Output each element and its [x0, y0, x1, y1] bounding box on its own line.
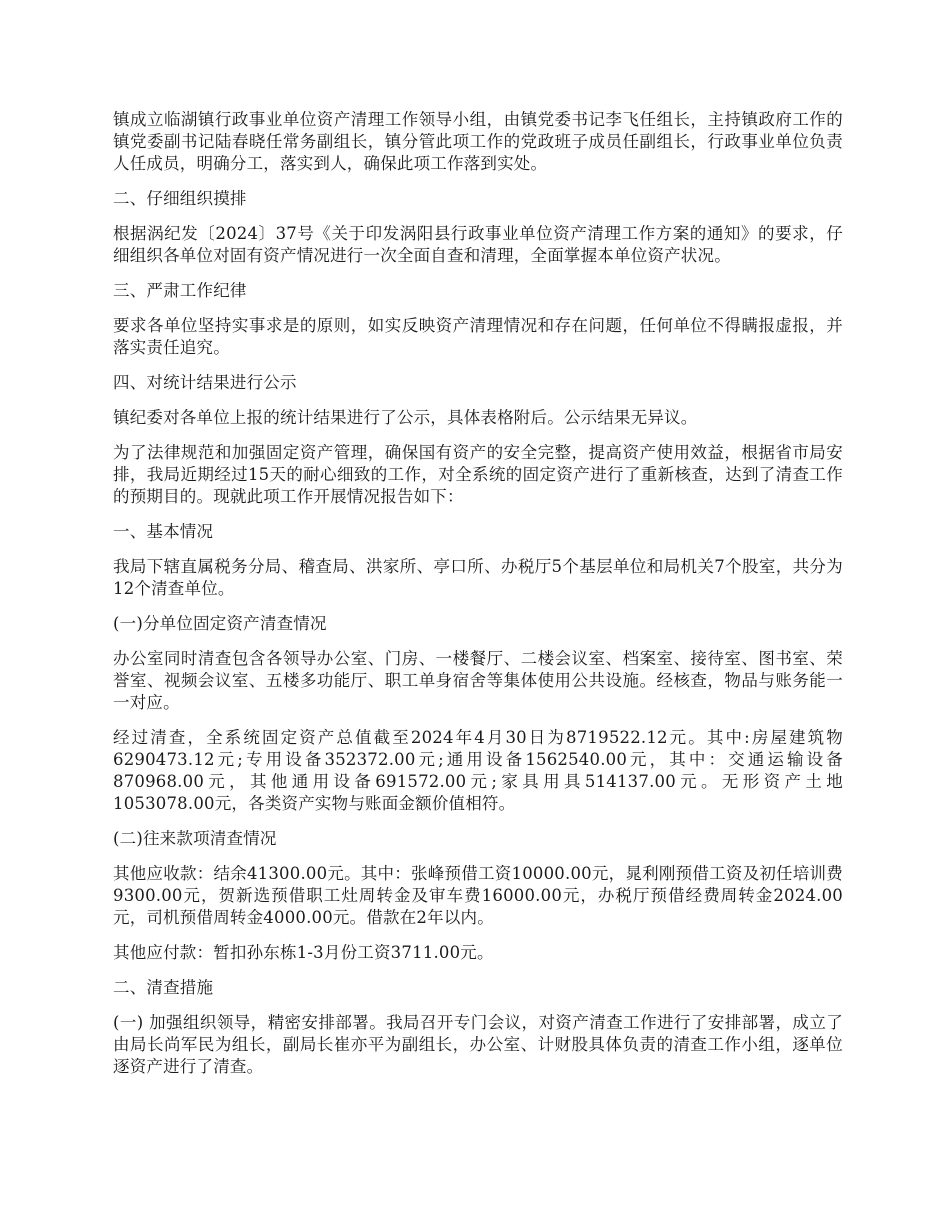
paragraph: 其他应付款：暂扣孙东栋1-3月份工资3711.00元。: [113, 943, 494, 962]
section-heading: 一、基本情况: [113, 522, 214, 541]
paragraph: (一) 加强组织领导，精密安排部署。我局召开专门会议，对资产清查工作进行了安排部署，成立了由局长尚军民为组长，副局长崔亦平为副组长，办公室、计财股具体负责的清查工作小组，逐单位逐资产进行了清查。: [113, 1013, 843, 1076]
section-heading: 四、对统计结果进行公示: [113, 373, 297, 392]
paragraph: 其他应收款：结余41300.00元。其中：张峰预借工资10000.00元，晁利刚预借工资及初任培训费9300.00元，贺新选预借职工灶周转金及审车费16000.00元，办税厅预借经费周转金2024.00元，司机预借周转金4000.00元。借款在2年以内。: [113, 864, 843, 927]
paragraph: 要求各单位坚持实事求是的原则，如实反映资产清理情况和存在问题，任何单位不得瞒报虚报，并落实责任追究。: [113, 316, 843, 357]
section-heading: 二、仔细组织摸排: [113, 189, 247, 208]
section-heading: 二、清查措施: [113, 978, 214, 997]
paragraph: 经过清查，全系统固定资产总值截至2024年4月30日为8719522.12元。其中:房屋建筑物6290473.12元;专用设备352372.00元;通用设备1562540.00元，其中：交通运输设备870968.00元，其他通用设备691572.00元;家具用具514137.00元。无形资产土地1053078.00元，各类资产实物与账面金额价值相符。: [113, 728, 843, 813]
paragraph: 为了法律规范和加强固定资产管理，确保国有资产的安全完整，提高资产使用效益，根据省市局安排，我局近期经过15天的耐心细致的工作，对全系统的固定资产进行了重新核查，达到了清查工作的预期目的。现就此项工作开展情况报告如下：: [113, 443, 843, 506]
section-heading: (二)往来款项清查情况: [113, 829, 277, 848]
paragraph: 根据涡纪发〔2024〕37号《关于印发涡阳县行政事业单位资产清理工作方案的通知》的要求，仔细组织各单位对固有资产情况进行一次全面自查和清理，全面掌握本单位资产状况。: [113, 224, 843, 265]
paragraph: 镇纪委对各单位上报的统计结果进行了公示，具体表格附后。公示结果无异议。: [113, 408, 698, 427]
paragraph: 我局下辖直属税务分局、稽查局、洪家所、亭口所、办税厅5个基层单位和局机关7个股室，共分为12个清查单位。: [113, 557, 843, 598]
section-heading: (一)分单位固定资产清查情况: [113, 614, 327, 633]
paragraph: 镇成立临湖镇行政事业单位资产清理工作领导小组，由镇党委书记李飞任组长，主持镇政府工作的镇党委副书记陆春晓任常务副组长，镇分管此项工作的党政班子成员任副组长，行政事业单位负责人任成员，明确分工，落实到人，确保此项工作落到实处。: [113, 110, 843, 173]
paragraph: 办公室同时清查包含各领导办公室、门房、一楼餐厅、二楼会议室、档案室、接待室、图书室、荣誉室、视频会议室、五楼多功能厅、职工单身宿舍等集体使用公共设施。经核查，物品与账务能一一对应。: [113, 649, 843, 712]
section-heading: 三、严肃工作纪律: [113, 281, 247, 300]
document-body: [113, 109, 843, 1091]
